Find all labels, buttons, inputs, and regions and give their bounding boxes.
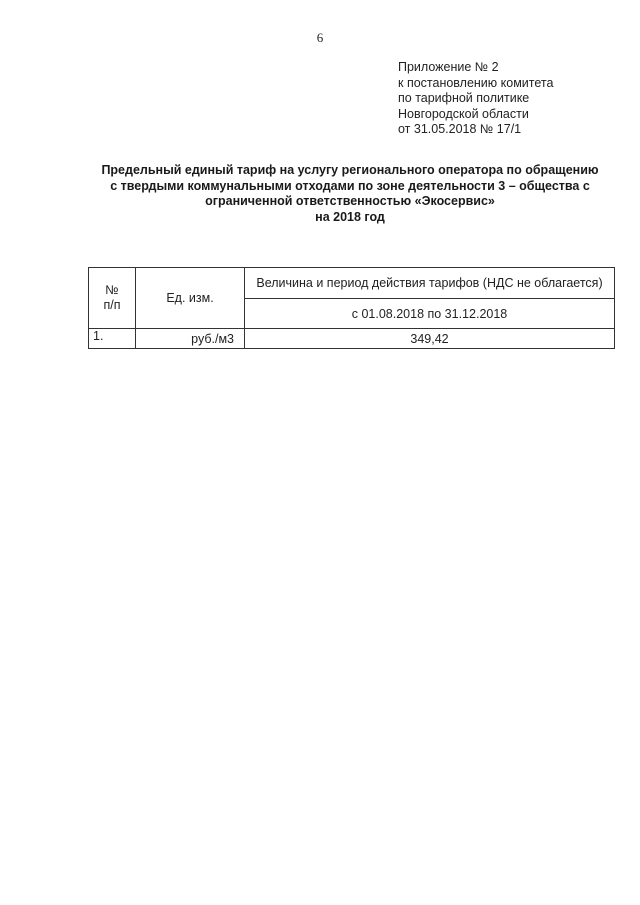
title-line: на 2018 год xyxy=(315,209,385,224)
header-value-cell: Величина и период действия тарифов (НДС не облагается) xyxy=(245,268,615,299)
header-period-cell: с 01.08.2018 по 31.12.2018 xyxy=(245,299,615,329)
document-title xyxy=(60,163,640,225)
appendix-block xyxy=(398,60,553,138)
page-number: 6 xyxy=(316,30,324,45)
table-row xyxy=(89,329,615,349)
row-unit-cell: руб./м3 xyxy=(136,329,245,349)
appendix-line: к постановлению комитета xyxy=(398,75,554,90)
appendix-line: Приложение № 2 xyxy=(398,60,499,74)
header-num-cell xyxy=(89,268,136,329)
appendix-line: Новгородской области xyxy=(398,106,529,121)
row-num-cell: 1. xyxy=(89,329,136,349)
appendix-line: от 31.05.2018 № 17/1 xyxy=(398,122,522,136)
row-value-cell: 349,42 xyxy=(245,329,615,349)
appendix-line: по тарифной политике xyxy=(398,91,530,105)
header-num-line: № xyxy=(105,283,119,297)
title-line: с твердыми коммунальными отходами по зоне деятельности 3 – общества с xyxy=(110,178,590,193)
tariff-table xyxy=(88,267,615,349)
header-unit-cell: Ед. изм. xyxy=(136,268,245,329)
title-line: ограниченной ответственностью «Экосервис» xyxy=(205,194,495,208)
title-line: Предельный единый тариф на услугу регионального оператора по обращению xyxy=(101,163,599,177)
header-num-line: п/п xyxy=(103,298,121,312)
table-header-row xyxy=(89,268,615,299)
